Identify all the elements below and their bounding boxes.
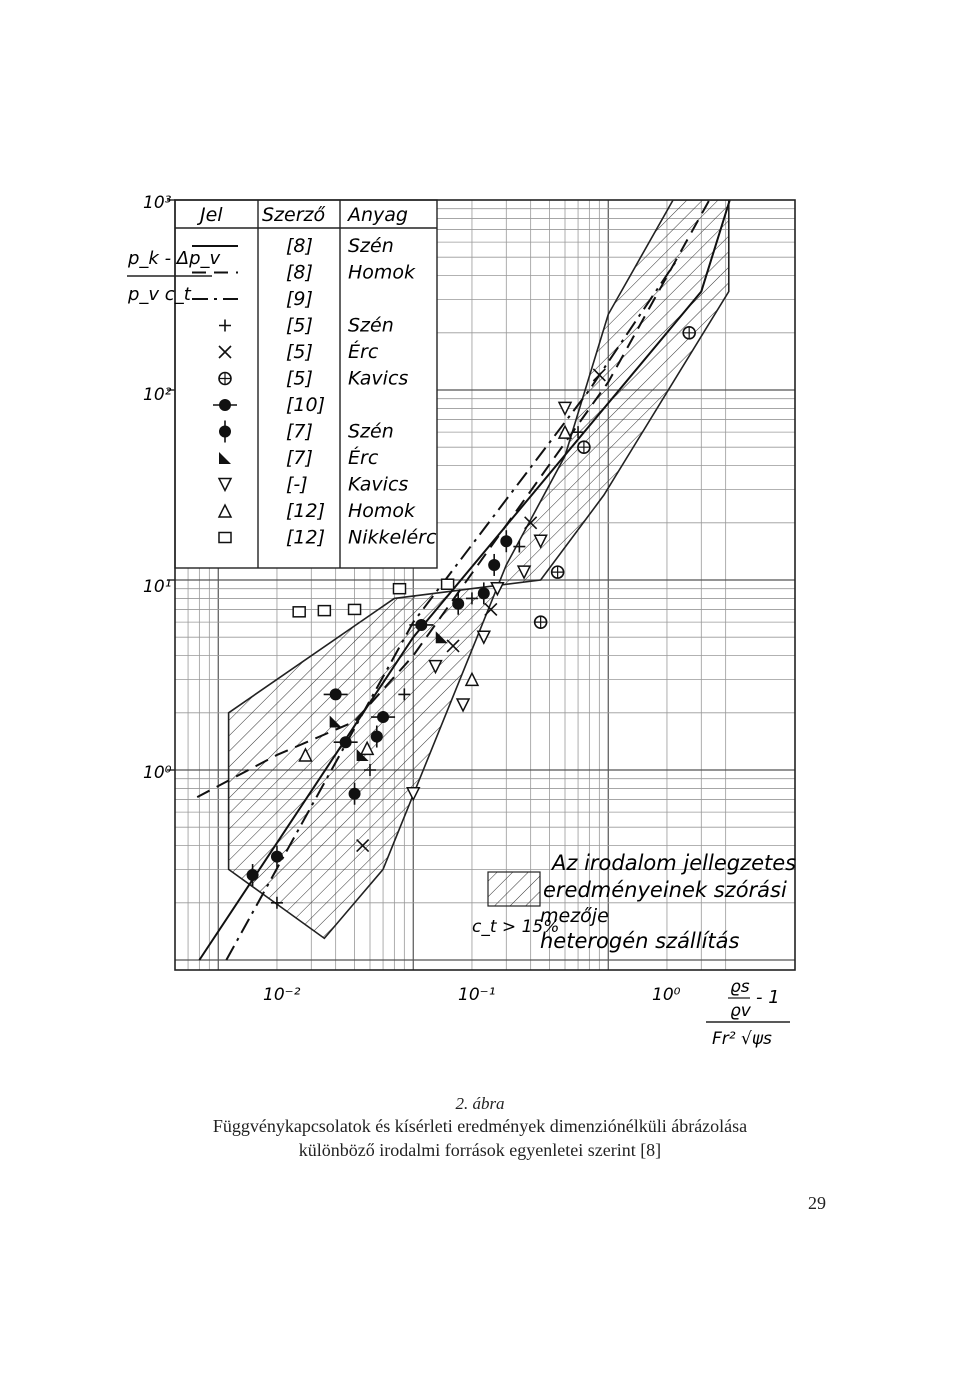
- legend-material-11: Nikkelérc: [348, 526, 437, 549]
- legend-ref-3: [5]: [286, 314, 313, 337]
- y-tick-label-10: 10¹: [143, 577, 172, 597]
- x-axis-label-denominator: Fr² √ψs: [712, 1029, 772, 1049]
- band-label-line3: mezője: [540, 905, 609, 927]
- legend-ref-8: [7]: [286, 447, 313, 469]
- legend-material-7: Szén: [348, 420, 394, 443]
- legend-ref-0: [8]: [286, 235, 313, 257]
- point-series-11-1: [318, 606, 330, 616]
- point-series-7-7: [500, 535, 512, 547]
- point-series-7-4: [452, 598, 464, 610]
- legend-material-0: Szén: [348, 235, 394, 257]
- legend-ref-5: [5]: [286, 367, 313, 390]
- point-series-6-2: [377, 711, 389, 723]
- band-annotation: [472, 851, 796, 953]
- x-axis-label-rho-s: ϱs: [730, 977, 750, 997]
- x-axis-label-rho-v: ϱv: [730, 1001, 751, 1021]
- legend-material-4: Érc: [348, 341, 379, 363]
- legend-ref-9: [-]: [286, 473, 308, 496]
- caption-line-2: különböző irodalmi források egyenletei szerint [8]: [298, 1140, 662, 1160]
- caption-line-1: Függvénykapcsolatok és kísérleti eredmények dimenziónélküli ábrázolása: [212, 1116, 748, 1136]
- legend-material-10: Homok: [348, 500, 416, 522]
- point-series-6-3: [415, 619, 427, 631]
- point-series-7-1: [271, 851, 283, 863]
- legend-material-1: Homok: [348, 261, 416, 284]
- y-tick-label-1: 10⁰: [143, 763, 172, 783]
- x-axis-label: [706, 977, 790, 1049]
- figure-number: 2. ábra: [455, 1094, 505, 1113]
- legend-ref-1: [8]: [286, 261, 313, 284]
- legend-ref-10: [12]: [286, 500, 326, 522]
- y-tick-label-100: 10²: [143, 385, 172, 405]
- point-series-11-4: [442, 579, 454, 589]
- point-series-7-6: [488, 559, 500, 571]
- legend-symbol-11: [219, 533, 231, 543]
- legend-header-szerzo: Szerző: [262, 204, 326, 226]
- point-series-11-2: [349, 604, 361, 614]
- legend-ref-11: [12]: [286, 526, 326, 549]
- legend-ref-6: [10]: [286, 394, 326, 416]
- band-label-line2: eredményeinek szórási: [543, 878, 787, 902]
- band-legend-swatch: [488, 872, 540, 906]
- page-number: 29: [808, 1193, 826, 1213]
- point-series-7-3: [371, 731, 383, 743]
- y-axis-label-denominator: p_v c_t: [128, 284, 191, 305]
- legend-ref-4: [5]: [286, 341, 313, 363]
- y-tick-label-1000: 10³: [143, 193, 172, 213]
- x-tick-label-0.1: 10⁻¹: [458, 985, 496, 1005]
- point-series-11-0: [293, 607, 305, 617]
- legend-material-3: Szén: [348, 314, 394, 337]
- y-axis-label-numerator: p_k - Δp_v: [128, 248, 221, 269]
- legend-header-jel: Jel: [200, 204, 223, 226]
- legend-ref-2: [9]: [286, 288, 313, 310]
- ct-condition: c_t > 15%: [472, 917, 560, 937]
- legend-ref-7: [7]: [286, 420, 313, 443]
- point-series-7-2: [349, 788, 361, 800]
- legend-symbol-7: [219, 426, 231, 438]
- point-series-11-3: [393, 584, 405, 594]
- point-series-7-0: [247, 869, 259, 881]
- point-series-7-5: [478, 587, 490, 599]
- point-series-9-2: [457, 699, 469, 711]
- point-series-6-0: [330, 688, 342, 700]
- legend-header-anyag: Anyag: [348, 204, 408, 226]
- x-tick-label-1: 10⁰: [652, 985, 681, 1005]
- x-axis-label-minus-one: - 1: [756, 987, 780, 1008]
- legend-material-9: Kavics: [348, 473, 409, 496]
- legend-symbol-6: [219, 399, 231, 411]
- legend-material-8: Érc: [348, 447, 379, 469]
- point-series-6-1: [340, 736, 352, 748]
- legend-material-5: Kavics: [348, 367, 409, 390]
- x-tick-label-0.01: 10⁻²: [263, 985, 301, 1005]
- band-label-line1: Az irodalom jellegzetes: [552, 851, 797, 875]
- band-label-line4: heterogén szállítás: [540, 929, 740, 953]
